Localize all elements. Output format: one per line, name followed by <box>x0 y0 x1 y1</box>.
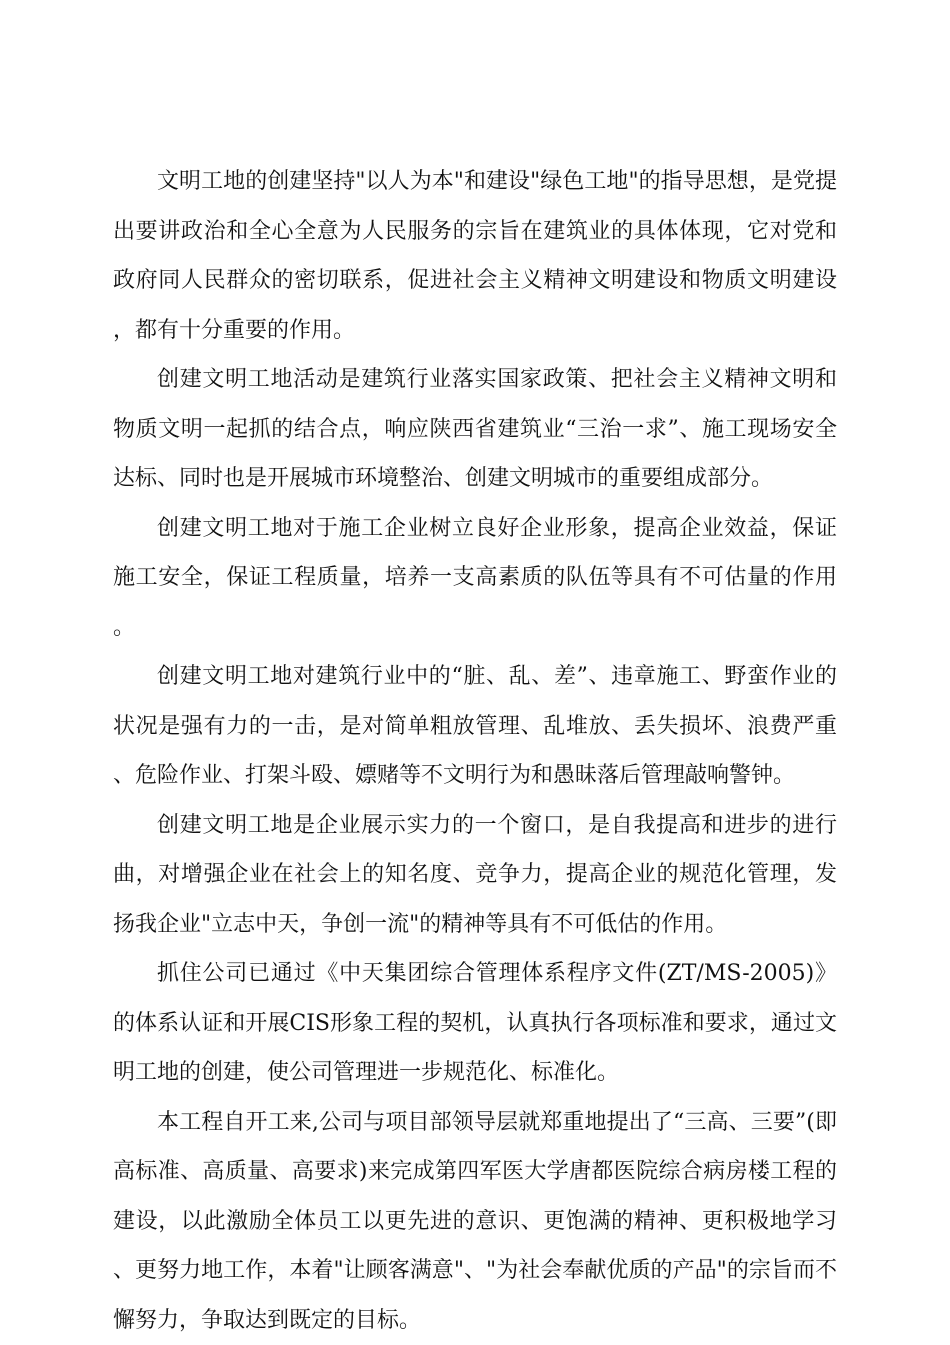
paragraph-7: 本工程自开工来,公司与项目部领导层就郑重地提出了“三高、三要”(即高标准、高质量、高要求)来完成第四军医大学唐都医院综合病房楼工程的建设，以此激励全体员工以更先进的意识、更饱满的精神、更积极地学习、更努力地工作，本着"让顾客满意"、"为社会奉献优质的产品"的宗旨而不懈努力，争取达到既定的目标。 <box>113 1098 837 1345</box>
document-body <box>113 157 837 1345</box>
paragraph-3: 创建文明工地对于施工企业树立良好企业形象，提高企业效益，保证施工安全，保证工程质量，培养一支高素质的队伍等具有不可估量的作用。 <box>113 504 837 653</box>
paragraph-1: 文明工地的创建坚持"以人为本"和建设"绿色工地"的指导思想，是党提出要讲政治和全心全意为人民服务的宗旨在建筑业的具体体现，它对党和政府同人民群众的密切联系，促进社会主义精神文明建设和物质文明建设，都有十分重要的作用。 <box>113 157 837 355</box>
paragraph-2: 创建文明工地活动是建筑行业落实国家政策、把社会主义精神文明和物质文明一起抓的结合点，响应陕西省建筑业“三治一求”、施工现场安全达标、同时也是开展城市环境整治、创建文明城市的重要组成部分。 <box>113 355 837 504</box>
paragraph-6: 抓住公司已通过《中天集团综合管理体系程序文件(ZT/MS-2005)》的体系认证和开展CIS形象工程的契机，认真执行各项标准和要求，通过文明工地的创建，使公司管理进一步规范化、标准化。 <box>113 949 837 1098</box>
paragraph-4: 创建文明工地对建筑行业中的“脏、乱、差”、违章施工、野蛮作业的状况是强有力的一击，是对简单粗放管理、乱堆放、丢失损坏、浪费严重、危险作业、打架斗殴、嫖赌等不文明行为和愚昧落后管理敲响警钟。 <box>113 652 837 801</box>
paragraph-5: 创建文明工地是企业展示实力的一个窗口，是自我提高和进步的进行曲，对增强企业在社会上的知名度、竞争力，提高企业的规范化管理，发扬我企业"立志中天，争创一流"的精神等具有不可低估的作用。 <box>113 801 837 950</box>
